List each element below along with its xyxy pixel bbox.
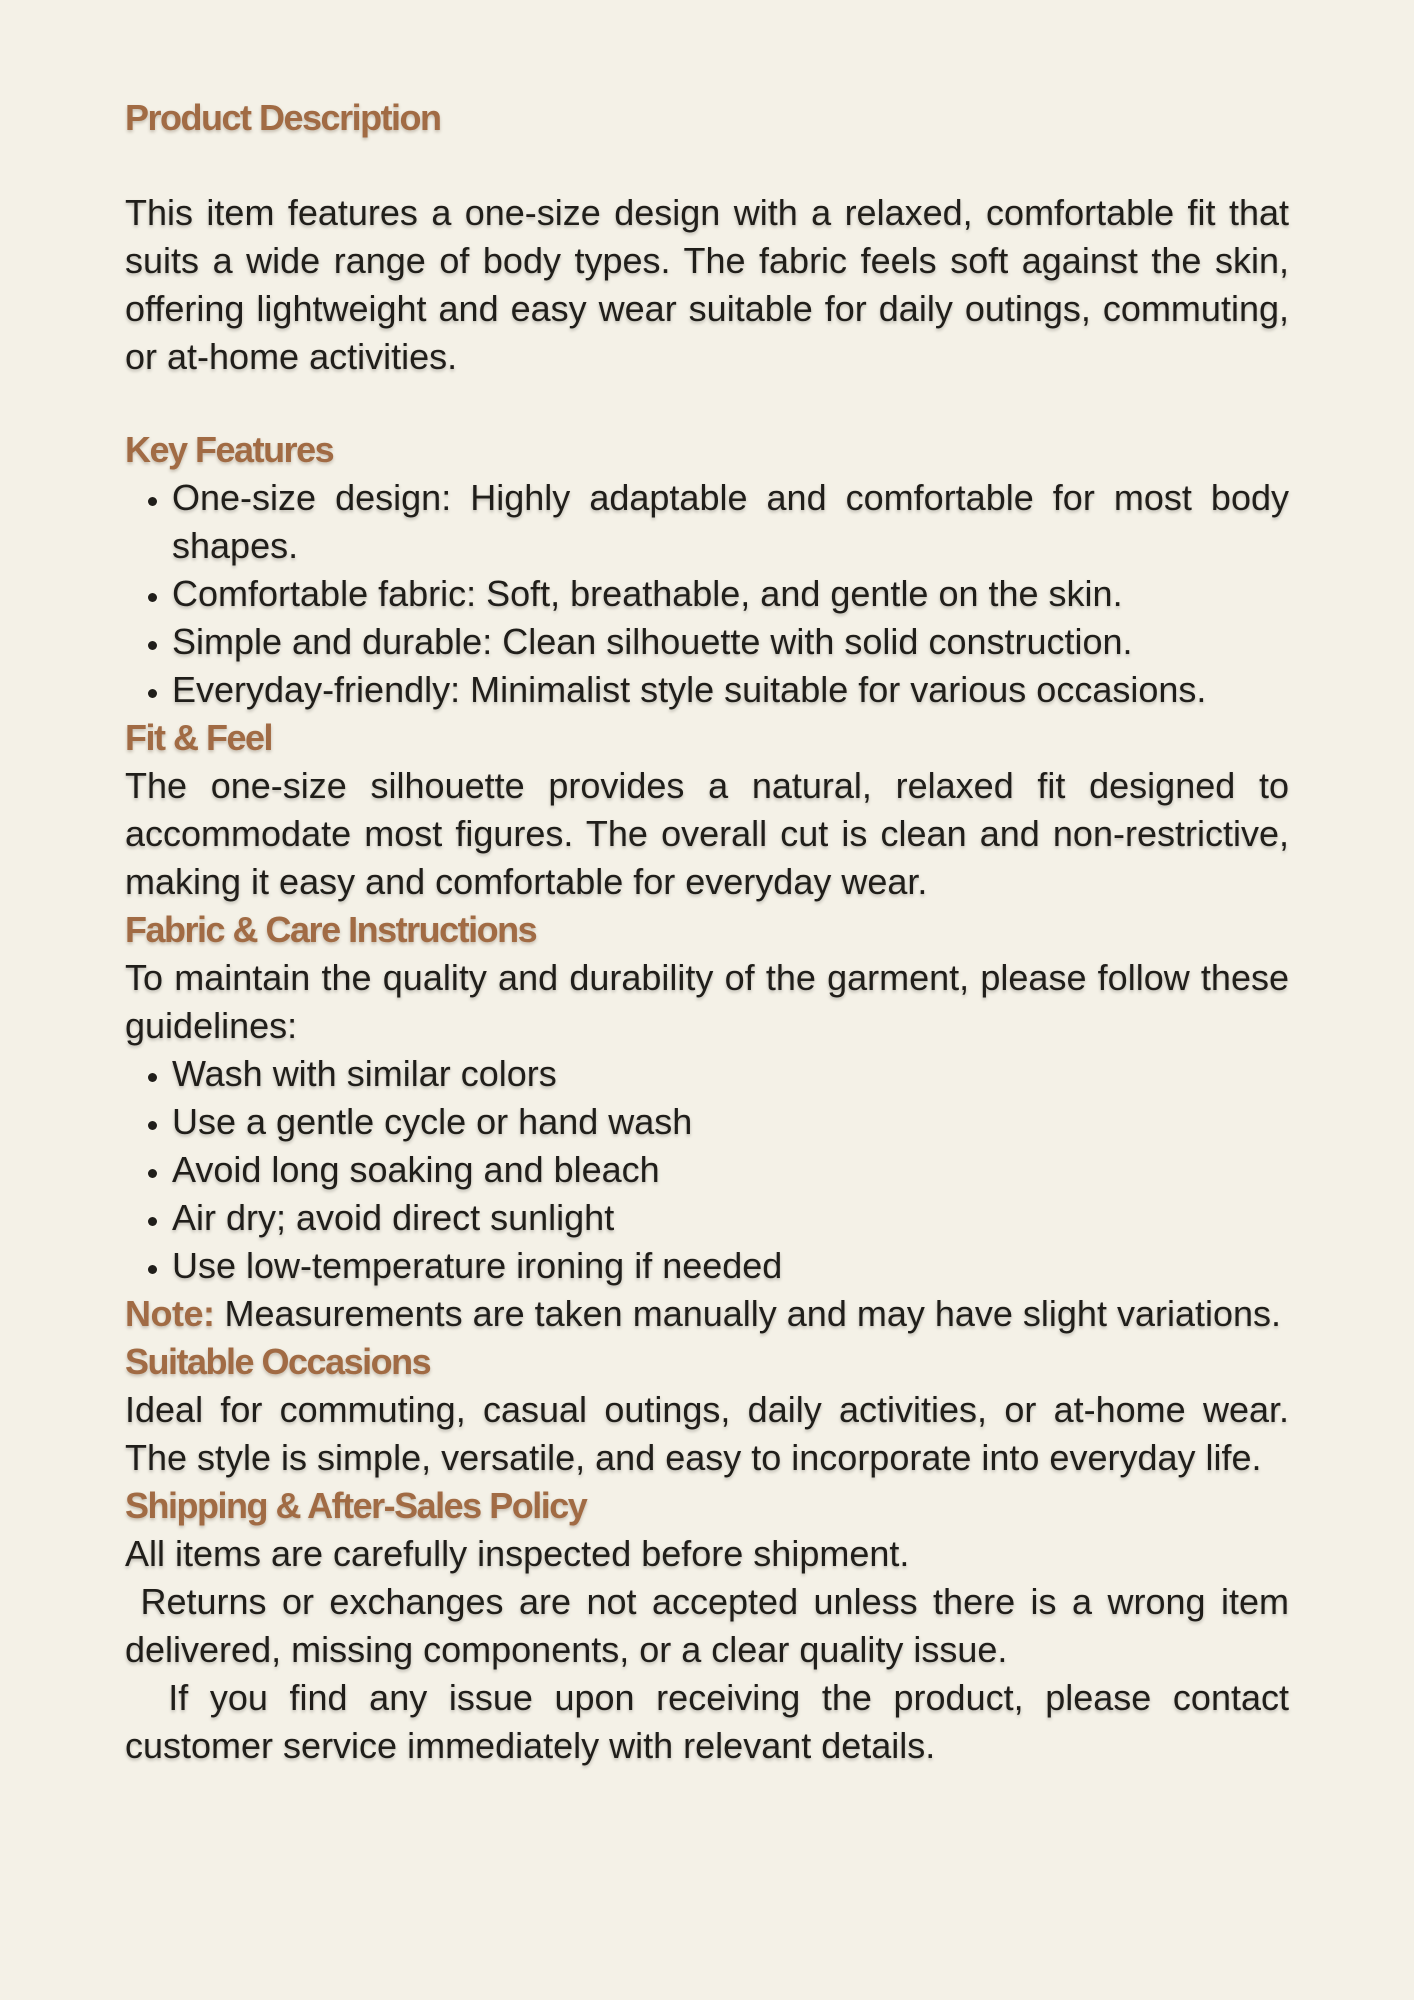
fit-feel-text: The one-size silhouette provides a natural, relaxed fit designed to accommodate most figures. The overall cut is clean and non-restrictive, making it easy and comfortable for everyday wear.	[125, 765, 1289, 902]
section-heading-fit-feel: Fit & Feel	[125, 717, 273, 758]
list-item: • Everyday-friendly: Minimalist style suitable for various occasions.	[172, 666, 1289, 714]
note-line	[125, 1290, 1289, 1338]
section-heading-suitable-occasions: Suitable Occasions	[125, 1341, 431, 1382]
fabric-care-list	[125, 1050, 1289, 1290]
section-heading-product-description: Product Description	[125, 97, 441, 138]
shipping-policy-section	[125, 1482, 1289, 1770]
fabric-care-intro: To maintain the quality and durability of the garment, please follow these guidelines:	[125, 957, 1289, 1046]
note-text: Measurements are taken manually and may have slight variations.	[214, 1293, 1282, 1334]
shipping-policy-line: Returns or exchanges are not accepted unless there is a wrong item delivered, missing components, or a clear quality issue.	[125, 1581, 1289, 1670]
key-features-list	[125, 474, 1289, 714]
section-heading-shipping-policy: Shipping & After-Sales Policy	[125, 1485, 587, 1526]
list-item: • Comfortable fabric: Soft, breathable, and gentle on the skin.	[172, 570, 1289, 618]
list-item: • One-size design: Highly adaptable and comfortable for most body shapes.	[172, 474, 1289, 570]
note-and-occasions-section	[125, 1290, 1289, 1482]
shipping-policy-line: All items are carefully inspected before shipment.	[125, 1533, 910, 1574]
fabric-care-section	[125, 906, 1289, 1290]
fit-feel-section	[125, 714, 1289, 906]
note-label: Note:	[125, 1293, 215, 1334]
list-item: • Use a gentle cycle or hand wash	[172, 1098, 1289, 1146]
suitable-occasions-text: Ideal for commuting, casual outings, daily activities, or at-home wear. The style is simple, versatile, and easy to incorporate into everyday life.	[125, 1389, 1289, 1478]
list-item: • Air dry; avoid direct sunlight	[172, 1194, 1289, 1242]
section-heading-fabric-care: Fabric & Care Instructions	[125, 909, 537, 950]
list-item: • Avoid long soaking and bleach	[172, 1146, 1289, 1194]
list-item: • Use low-temperature ironing if needed	[172, 1242, 1289, 1290]
section-heading-key-features: Key Features	[125, 429, 334, 470]
shipping-policy-line: If you find any issue upon receiving the product, please contact customer service immediately with relevant details.	[125, 1677, 1289, 1766]
list-item: • Simple and durable: Clean silhouette with solid construction.	[172, 618, 1289, 666]
list-item: • Wash with similar colors	[172, 1050, 1289, 1098]
key-features-section	[125, 426, 1289, 714]
product-description-text: This item features a one-size design with a relaxed, comfortable fit that suits a wide range of body types. The fabric feels soft against the skin, offering lightweight and easy wear suitable for daily outings, commuting, or at-home activities.	[125, 192, 1289, 377]
